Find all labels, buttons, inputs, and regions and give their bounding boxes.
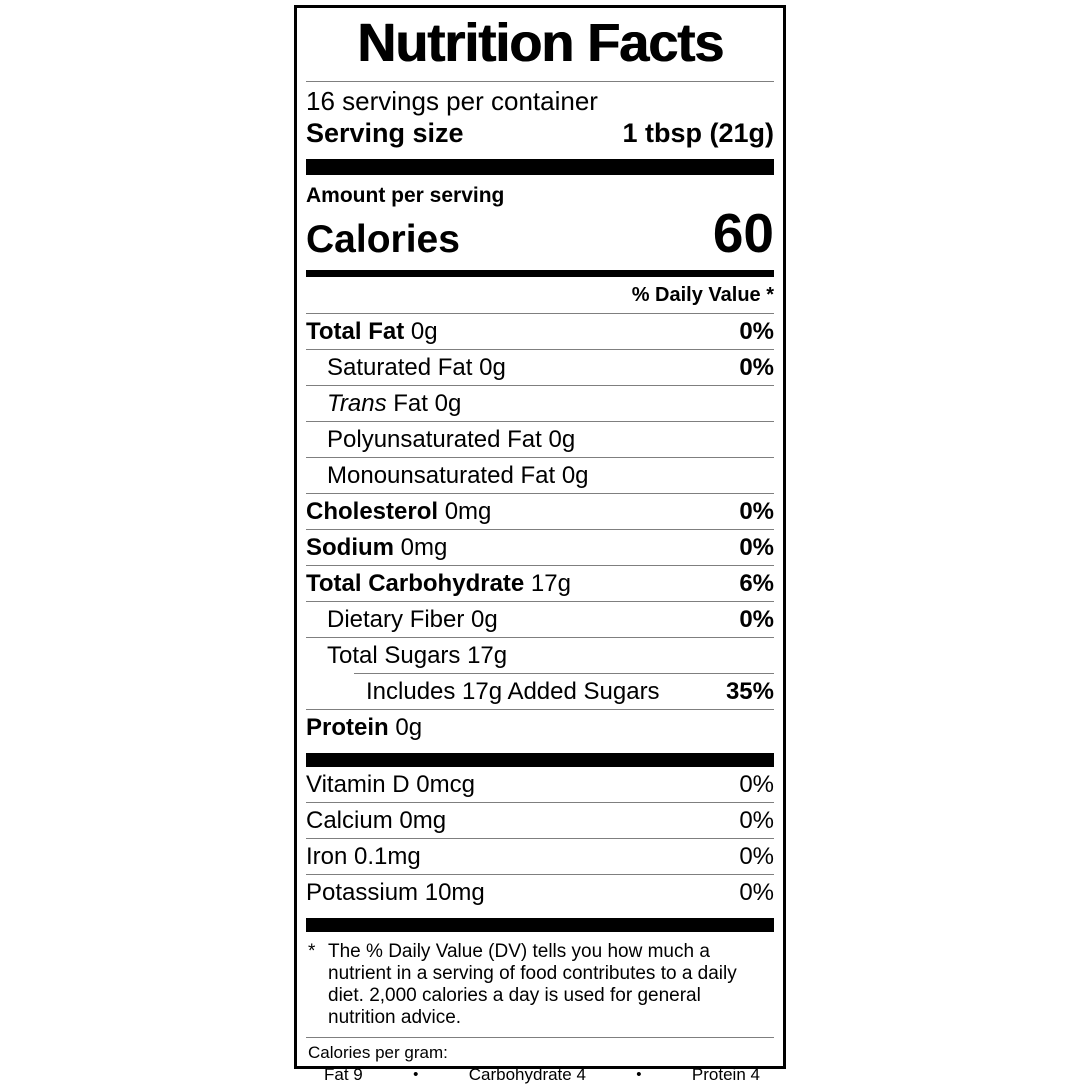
vitamin-name: Calcium <box>306 807 393 834</box>
nutrient-name: Total Sugars <box>327 642 461 669</box>
row-monounsaturated-fat <box>306 457 774 493</box>
nutrient-name: Monounsaturated Fat <box>327 462 556 489</box>
vitamin-amount: 0.1mg <box>354 843 421 870</box>
servings-per-container: 16 servings per container <box>306 86 598 116</box>
row-iron <box>306 838 774 874</box>
title-divider <box>306 81 774 82</box>
vitamin-dv: 0% <box>739 843 774 870</box>
nutrient-amount: 0mg <box>400 534 448 561</box>
nutrient-name: Total Fat <box>306 318 405 345</box>
nutrient-dv: 0% <box>739 318 774 345</box>
nutrient-name: Dietary Fiber <box>327 606 465 633</box>
vitamin-name: Iron <box>306 843 348 870</box>
row-cholesterol <box>306 493 774 529</box>
cpg-carbohydrate: Carbohydrate 4 <box>468 1065 586 1084</box>
calories-per-gram-row <box>306 1063 774 1085</box>
cpg-protein: Protein 4 <box>691 1065 760 1084</box>
nutrient-dv: 0% <box>739 498 774 525</box>
vitamin-amount: 0mcg <box>416 771 475 798</box>
row-vitamin-d <box>306 767 774 802</box>
nutrient-dv: 0% <box>739 534 774 561</box>
nutrient-amount: 0g <box>410 318 438 345</box>
nutrient-amount: 0mg <box>444 498 492 525</box>
separator-bar-thick-mid <box>306 753 774 767</box>
separator-bar-thick-bottom <box>306 918 774 932</box>
nutrient-name: Saturated Fat <box>327 354 473 381</box>
label-title: Nutrition Facts <box>356 13 723 73</box>
footnote-text: The % Daily Value (DV) tells you how much a nutrient in a serving of food contributes to a daily diet. 2,000 calories a day is used for general nutrition advice. <box>328 941 737 1028</box>
vitamin-amount: 0mg <box>399 807 447 834</box>
calories-label: Calories <box>306 218 460 261</box>
nutrient-name: Sodium <box>306 534 394 561</box>
bullet-icon: • <box>636 1066 642 1083</box>
footer-divider <box>306 1037 774 1038</box>
serving-size-value: 1 tbsp (21g) <box>622 118 774 148</box>
row-added-sugars <box>354 673 774 709</box>
nutrient-amount: 0g <box>561 462 589 489</box>
nutrient-name: Trans <box>327 390 387 417</box>
nutrient-dv: 6% <box>739 570 774 597</box>
vitamin-amount: 10mg <box>424 879 485 906</box>
row-protein <box>306 709 774 745</box>
cpg-fat: Fat 9 <box>324 1065 363 1084</box>
vitamin-rows <box>306 767 774 910</box>
calories-value: 60 <box>712 202 774 264</box>
nutrient-name: Total Carbohydrate <box>306 570 525 597</box>
nutrient-rows <box>306 313 774 745</box>
serving-size-label: Serving size <box>306 118 464 148</box>
nutrient-amount: 0g <box>395 714 423 741</box>
serving-size-row <box>306 117 774 150</box>
nutrient-name: Protein <box>306 714 389 741</box>
row-dietary-fiber <box>306 601 774 637</box>
footnote-asterisk: * <box>308 941 316 962</box>
nutrient-amount: 0g <box>471 606 498 633</box>
row-calcium <box>306 802 774 838</box>
nutrient-name: Includes 17g Added Sugars <box>366 678 660 705</box>
nutrient-dv: 0% <box>739 606 774 633</box>
row-saturated-fat <box>306 349 774 385</box>
row-total-fat <box>306 313 774 349</box>
vitamin-name: Potassium <box>306 879 419 906</box>
nutrient-name: Polyunsaturated Fat <box>327 426 542 453</box>
nutrient-amount: 0g <box>548 426 576 453</box>
daily-value-footnote <box>306 932 774 1029</box>
calories-per-gram-title: Calories per gram: <box>308 1043 448 1062</box>
nutrient-dv: 0% <box>739 354 774 381</box>
daily-value-header: % Daily Value * <box>631 284 774 306</box>
row-total-sugars <box>306 637 774 673</box>
nutrition-facts-label <box>294 5 786 1084</box>
vitamin-name: Vitamin D <box>306 771 410 798</box>
nutrient-amount: 17g <box>467 642 508 669</box>
nutrient-name: Cholesterol <box>306 498 439 525</box>
amount-per-serving-label: Amount per serving <box>306 184 505 207</box>
separator-bar-thick-top <box>306 159 774 175</box>
row-sodium <box>306 529 774 565</box>
row-total-carbohydrate <box>306 565 774 601</box>
row-polyunsaturated-fat <box>306 421 774 457</box>
separator-bar-medium <box>306 270 774 277</box>
nutrient-amount: 17g <box>530 570 571 597</box>
vitamin-dv: 0% <box>739 807 774 834</box>
nutrient-amount: 0g <box>479 354 506 381</box>
row-trans-fat <box>306 385 774 421</box>
nutrient-dv: 35% <box>725 678 774 705</box>
calories-row <box>306 202 774 265</box>
vitamin-dv: 0% <box>739 879 774 906</box>
nutrient-amount: Fat 0g <box>393 390 462 417</box>
row-potassium <box>306 874 774 910</box>
bullet-icon: • <box>413 1066 419 1083</box>
vitamin-dv: 0% <box>739 771 774 798</box>
